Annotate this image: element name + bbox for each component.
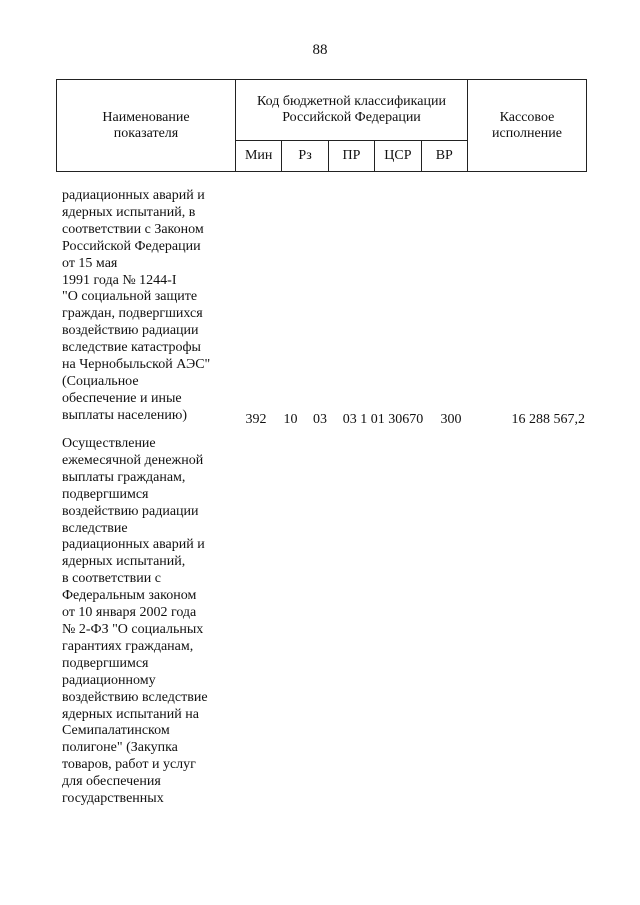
table-cell-min: 392 <box>245 412 267 427</box>
header-csr: ЦСР <box>375 141 421 172</box>
table-cell-cash: 16 288 567,2 <box>511 412 585 427</box>
header-budget-code-group: Код бюджетной классификации Российской Федерации <box>236 80 468 141</box>
table-cell-rz: 10 <box>283 412 298 427</box>
header-indicator-name: Наименование показателя <box>57 80 236 172</box>
table-row-name: радиационных аварий и ядерных испытаний, в соответствии с Законом Российской Федерации от 15 мая 1991 года № 1244-I "О социальной защите граждан, подвергшихся воздействию радиации вследствие катастрофы на Чернобыльской АЭС" (Социальное обеспечение и иные выплаты населению) <box>62 188 211 423</box>
budget-table-header <box>56 79 587 172</box>
table-cell-vr: 300 <box>440 412 462 427</box>
header-pr: ПР <box>328 141 374 172</box>
table-cell-pr: 03 <box>313 412 327 427</box>
table-cell-csr: 03 1 01 30670 <box>342 412 424 427</box>
table-row-name: Осуществление ежемесячной денежной выплаты гражданам, подвергшимся воздействию радиации вследствие радиационных аварий и ядерных испытаний, в соответствии с Федеральным законом от 10 января 2002 года № 2-ФЗ "О социальных гарантиях гражданам, подвергшимся радиационному воздействию вследствие ядерных испытаний на Семипалатинском полигоне" (Закупка товаров, работ и услуг для обеспечения государственных <box>62 436 208 807</box>
header-rz: Рз <box>282 141 328 172</box>
header-vr: ВР <box>421 141 467 172</box>
page-number: 88 <box>312 42 328 58</box>
header-cash-execution: Кассовое исполнение <box>468 80 587 172</box>
header-min: Мин <box>236 141 282 172</box>
